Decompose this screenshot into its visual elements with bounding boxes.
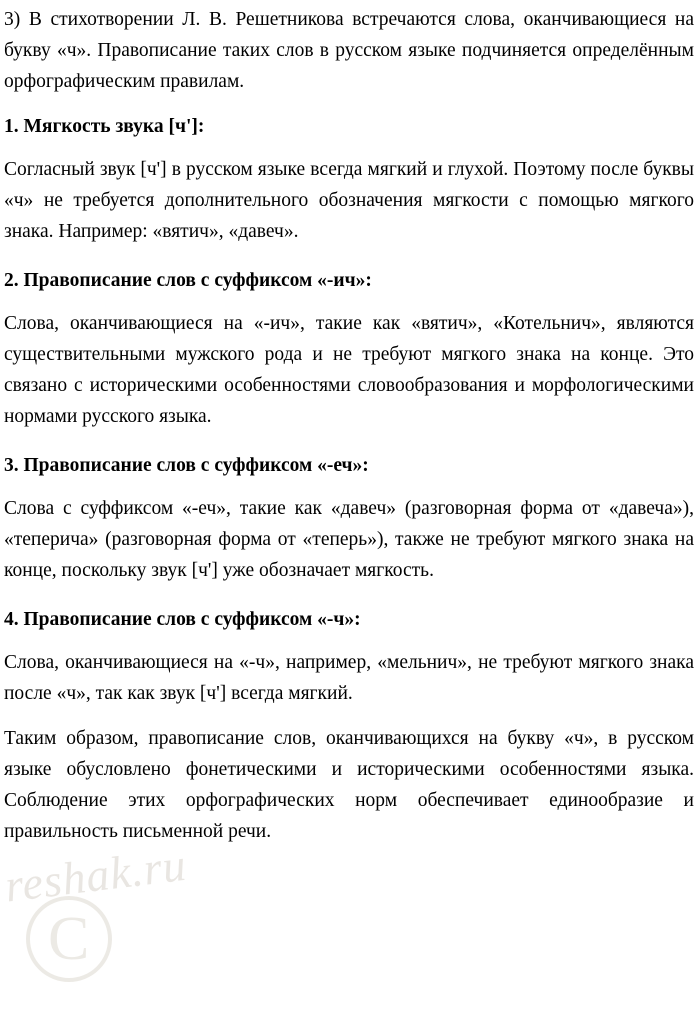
section-body-1: Согласный звук [ч'] в русском языке всегда мягкий и глухой. Поэтому после буквы «ч» не требуется дополнительного обозначения мягкости с помощью мягкого знака. Например: «вятич», «давеч». xyxy=(4,159,694,242)
watermark-text: reshak.ru xyxy=(2,838,190,912)
watermark xyxy=(0,838,340,1018)
section-heading-3: 3. Правописание слов с суффиксом «-еч»: xyxy=(4,455,369,476)
section-body-2: Слова, оканчивающиеся на «-ич», такие как «вятич», «Котельнич», являются существительными мужского рода и не требуют мягкого знака на конце. Это связано с историческими особенностями словообразования и морфологическими нормами русского языка. xyxy=(4,313,694,427)
watermark-circle-icon xyxy=(26,896,112,982)
intro-paragraph: 3) В стихотворении Л. В. Решетникова встречаются слова, оканчивающиеся на букву «ч». Правописание таких слов в русском языке подчиняется определённым орфографическим правилам. xyxy=(4,9,694,92)
conclusion-paragraph: Таким образом, правописание слов, оканчивающихся на букву «ч», в русском языке обусловлено фонетическими и историческими особенностями языка. Соблюдение этих орфографических норм обеспечивает единообразие и правильность письменной речи. xyxy=(4,728,694,842)
section-body-4: Слова, оканчивающиеся на «-ч», например, «мельнич», не требуют мягкого знака после «ч», так как звук [ч'] всегда мягкий. xyxy=(4,652,694,704)
section-heading-4: 4. Правописание слов с суффиксом «-ч»: xyxy=(4,609,361,630)
section-heading-1: 1. Мягкость звука [ч']: xyxy=(4,116,205,137)
watermark-symbol: C xyxy=(48,905,90,973)
section-body-3: Слова с суффиксом «-еч», такие как «давеч» (разговорная форма от «давеча»), «теперича» (разговорная форма от «теперь»), также не требуют мягкого знака на конце, поскольку звук [ч'] уже обозначает мягкость. xyxy=(4,498,694,581)
section-heading-2: 2. Правописание слов с суффиксом «-ич»: xyxy=(4,270,372,291)
